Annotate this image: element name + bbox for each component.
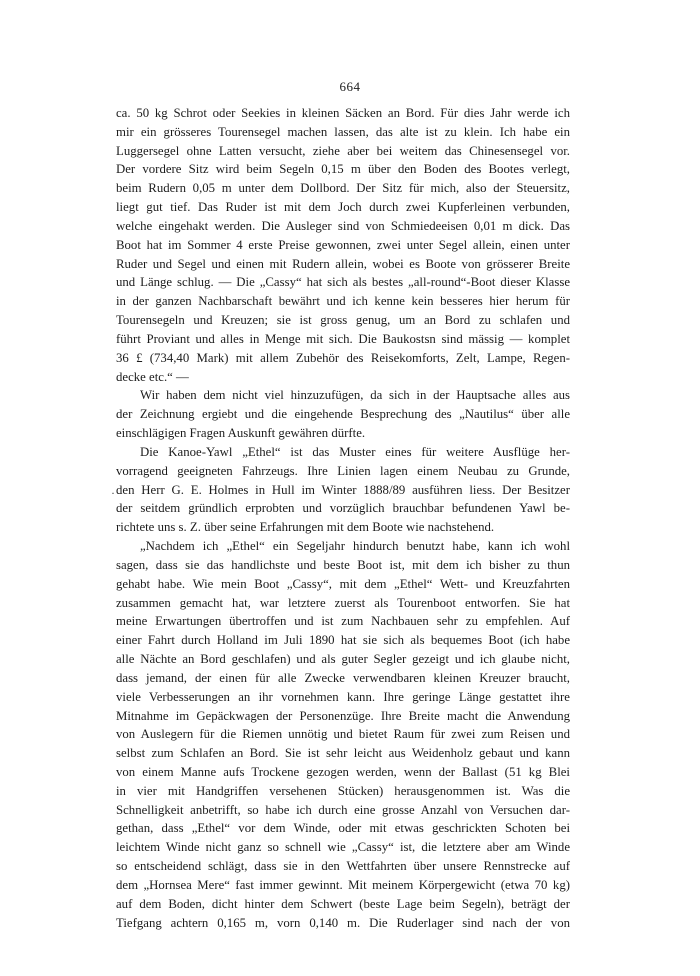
text-line: einschlägigen Fragen Auskunft gewähren dürfte. bbox=[116, 426, 366, 441]
text-line: einer Fahrt durch Holland im Juli 1890 hat sie sich als bequemes Boot (ich habe bbox=[116, 633, 570, 648]
text-line: Tiefgang achtern 0,165 m, vorn 0,140 m. Die Ruderlager sind nach der von bbox=[116, 915, 570, 930]
text-line: mir ein grösseres Tourensegel machen lassen, das alte ist zu klein. Ich habe ein bbox=[116, 124, 570, 139]
text-line: selbst zum Schlafen an Bord. Sie ist sehr leicht aus Weidenholz gebaut und kann bbox=[116, 746, 570, 761]
text-line: Die Kanoe-Yawl „Ethel“ ist das Muster eines für weitere Ausflüge her- bbox=[140, 444, 570, 459]
text-line: Der vordere Sitz wird beim Segeln 0,15 m über den Boden des Bootes verlegt, bbox=[116, 162, 570, 177]
text-line: in vier mit Handgriffen versehenen Stücken) herausgenommen ist. Was die bbox=[116, 783, 570, 798]
margin-dot: · bbox=[111, 486, 115, 500]
text-line: sagen, dass sie das handlichste und beste Boot ist, mit dem ich bisher zu thun bbox=[116, 557, 570, 572]
text-line: Tourensegeln und Kreuzen; sie ist gross genug, um an Bord zu schlafen und bbox=[116, 313, 570, 328]
text-line: Luggersegel ohne Latten versucht, ziehe aber bei weitem das Chinesensegel vor. bbox=[116, 143, 570, 158]
text-line: dass jemand, der einen für alle Zwecke verwendbaren kleinen Kreuzer braucht, bbox=[116, 670, 570, 685]
body-text bbox=[116, 104, 570, 932]
text-line: liegt gut tief. Das Ruder ist mit dem Joch durch zwei Kupferleinen verbunden, bbox=[116, 200, 570, 215]
text-line: viele Verbesserungen an ihr vornehmen kann. Ihre geringe Länge gestattet ihre bbox=[116, 689, 570, 704]
text-line: von einem Manne aufs Trockene gezogen werden, wenn der Ballast (51 kg Blei bbox=[116, 764, 570, 779]
text-line: auf dem Boden, dicht hinter dem Schwert (beste Lage beim Segeln), beträgt der bbox=[116, 896, 570, 911]
text-line: führt Proviant und alles in Menge mit sich. Die Baukostsn sind mässig — komplet bbox=[116, 331, 570, 346]
text-line: von Auslegern für die Riemen unnötig und bietet Raum für zwei zum Reisen und bbox=[116, 727, 570, 742]
text-line: meine Erwartungen übertroffen und ist zum Nachbauen sehr zu empfehlen. Auf bbox=[116, 614, 570, 629]
text-line: Mitnahme im Gepäckwagen der Personenzüge. Ihre Breite macht die Anwendung bbox=[116, 708, 570, 723]
text-line: leichtem Winde nicht ganz so schnell wie „Cassy“ ist, die letztere aber am Winde bbox=[116, 840, 570, 855]
text-line: zusammen gemacht hat, war letztere zuerst als Tourenboot entworfen. Sie hat bbox=[116, 595, 570, 610]
text-line: und Länge schlug. — Die „Cassy“ hat sich als bestes „all-round“-Boot dieser Klasse bbox=[116, 275, 570, 290]
text-line: der Zeichnung ergiebt und die eingehende Besprechung des „Nautilus“ über alle bbox=[116, 407, 570, 422]
text-line: welche eingehakt werden. Die Ausleger sind von Schmiedeeisen 0,01 m dick. Das bbox=[116, 218, 570, 233]
text-line: richtete uns s. Z. über seine Erfahrungen mit dem Boote wie nachstehend. bbox=[116, 520, 495, 535]
text-line: vorragend geeigneten Fahrzeugs. Ihre Linien lagen einem Neubau zu Grunde, bbox=[116, 463, 570, 478]
text-line: 36 £ (734,40 Mark) mit allem Zubehör des Reisekomforts, Zelt, Lampe, Regen- bbox=[116, 350, 570, 365]
text-line: beim Rudern 0,05 m unter dem Dollbord. Der Sitz für mich, also der Steuersitz, bbox=[116, 181, 570, 196]
text-line: Schnelligkeit anbetrifft, so habe ich durch eine grosse Anzahl von Versuchen dar- bbox=[116, 802, 570, 817]
text-line: decke etc.“ — bbox=[116, 369, 189, 384]
text-line: in der ganzen Nachbarschaft bewährt und ich kenne kein besseres hier herum für bbox=[116, 294, 570, 309]
text-line: der seitdem gründlich erprobten und vorzüglich brauchbar befundenen Yawl be- bbox=[116, 501, 570, 516]
text-line: Boot hat im Sommer 4 erste Preise gewonnen, zwei unter Segel allein, einen unter bbox=[116, 237, 570, 252]
page-number: 664 bbox=[339, 79, 361, 94]
text-line: den Herr G. E. Holmes in Hull im Winter 1888/89 ausführen liess. Der Besitzer bbox=[116, 482, 570, 497]
text-line: „Nachdem ich „Ethel“ ein Segeljahr hindurch benutzt habe, kann ich wohl bbox=[140, 539, 570, 554]
text-line: so entscheidend schlägt, dass sie in den Wettfahrten über unsere Rennstrecke auf bbox=[116, 859, 570, 874]
text-line: ca. 50 kg Schrot oder Seekies in kleinen Säcken an Bord. Für dies Jahr werde ich bbox=[116, 106, 570, 120]
text-line: alle Nächte an Bord geschlafen) und als guter Segler gezeigt und ich glaube nicht, bbox=[116, 652, 570, 667]
text-line: dem „Hornsea Mere“ fast immer gewinnt. Mit meinem Körpergewicht (etwa 70 kg) bbox=[116, 877, 570, 892]
text-line: Wir haben dem nicht viel hinzuzufügen, da sich in der Hauptsache alles aus bbox=[140, 388, 570, 403]
text-line: Ruder und Segel und einen mit Rudern allein, wobei es Boote von grösserer Breite bbox=[116, 256, 570, 271]
text-line: gehabt habe. Wie mein Boot „Cassy“, mit dem „Ethel“ Wett- und Kreuzfahrten bbox=[116, 576, 570, 591]
text-line: gethan, dass „Ethel“ vor dem Winde, oder mit etwas geschrickten Schoten bei bbox=[116, 821, 570, 836]
